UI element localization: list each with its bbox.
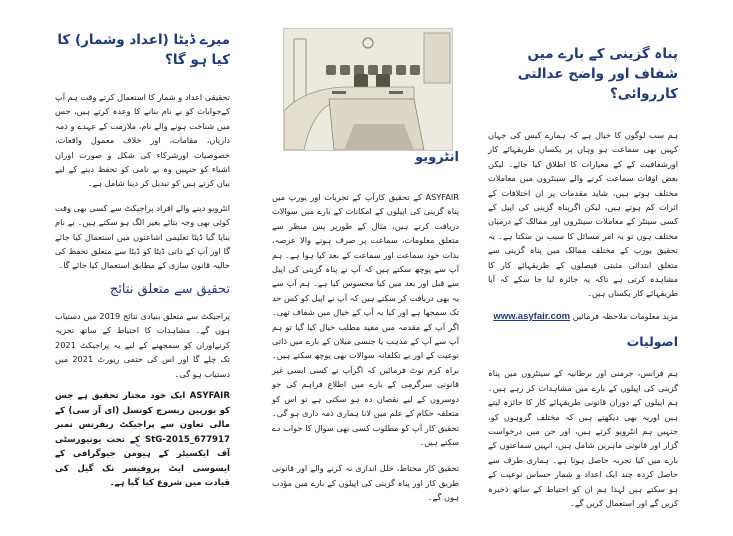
methodology-heading: اصولیات: [626, 334, 678, 350]
spellcheck-word: کے: [129, 434, 140, 445]
intro-paragraph: ہم سب لوگوں کا خیال ہے کہ ہمارے کیس کی جہاں کہیں بھی سماعت ہو وہاں پر یکساں طریقہائے کار اورشفافیت کے کے معیارات کا اطلاق کیا جائے۔ لیکن بعض اوقات سماعت کرنے والے سینٹروں میں معاملات مختلف ہوتے ہیں، شاید مقدمات پر ان اختلافات کے اثرات کم ہوتے ہیں، لیکن اگرپناہ گزینی کی اپیل کے کسی سینٹر کے معاملات سینٹروں اور ممالک کے درمیان مختلف ہوں تو یہ امر مسائل کا سبب بن سکتا ہے۔ یہ تحقیق یورپ کے مختلف ممالک میں پناہ گزینی سے متعلق ابتدائی مثبتی فیصلوں کے طریقہائے کار کا مشاہدہ کرتی ہے تاکہ یہ جائزہ لیا جا سکے کہ آیا طریقہائے کار یکساں ہیں۔: [488, 130, 678, 299]
data-paragraph-2: انٹرویو دینے والے افراد پراجیکٹ سے کسی بھی وقت کوئی بھی وجہ بتائے بغیر الگ ہو سکتے ہیں۔ بے نام بنایا گیا ڈیٹا تعلیمی اشاعتوں میں استعمال کیا جائے گا اور آپ کے ذاتی ڈیٹا کو ڈیٹا سے متعلق تحفظ کی حالیہ قانون سازی کے مطابق استعمال کیا جائے گا۔: [55, 202, 230, 271]
interview-paragraph-2: تحقیق کار محتاط، خلل اندازی نہ کرنے والے اور قانونی طریق کار اور پناہ گزینی کی اپیلوں کے بارے میں مؤدب ہوں گے۔: [272, 463, 459, 503]
website-link[interactable]: www.asyfair.com: [493, 310, 571, 322]
middle-column: [272, 148, 459, 505]
interview-heading: انٹرویو: [415, 150, 459, 165]
more-info-line: [488, 309, 678, 324]
more-info-text: مزید معلومات ملاحظہ فرمائیں: [572, 310, 678, 321]
funding-paragraph: [55, 389, 230, 491]
results-paragraph: پراجیکٹ سے متعلق بنیادی نتائج 2019 میں دستیاب ہوں گے۔ مشاہدات کا احتیاط کے ساتھ تجزیہ کرنےاوران کو سمجھنے کے لیے یہ پراجیکٹ 2021 تک چلے گا اور اس کی حتمی رپورٹ 2021 میں دستیاب ہو گی۔: [55, 310, 230, 379]
data-paragraph-1: تحقیقی اعداد و شمار کا استعمال کرتے وقت ہم آپ کےجوابات کو بے نام بنانے کا وعدہ کرتے ہیں، جس میں شناخت ہونے والے نام، ملازمت کے عہدے و ذمہ داریاں، مقامات، اور خلاف معمول واقعات، خصوصیات اورشرکاء کی شکل و صورت اوران اشیاء کو جنہیں وہ بے نامی کو تحفظ دینے کے لیے بیان کرتے ہیں کو تبدیل کر دینا شامل ہے۔: [55, 92, 230, 189]
left-column: [55, 22, 230, 491]
funding-text-1: ASYFAIR ایک خود مختار تحقیق ہے جس کو یورپین ریسرچ کونسل (ای آر سی) کے مالی تعاون سے پراجیکٹ ریفرنس نمبر StG-2015_677917: [55, 390, 230, 445]
interview-paragraph-1: ASYFAIR کے تحقیق کارآپ کے تجربات اور یورپ میں پناہ گزینی کی اپیلوں کے امکانات کے بارے میں سوالات دریافت کرتے ہیں، مثال کے طورپر پس منظر سے متعلق معلومات، سماعت پر صرف ہونے والا عرصہ، بذات خود سماعت اور سماعت کے بعد کیا ہوا ہے۔ ہم آپ سے پوچھ سکتے ہیں کہ آپ نے پناہ گزینی کی اپیل سے قبل اور بعد میں کیا محسوس کیا ہے۔ ہم آپ سے یہ بھی دریافت کر سکتے ہیں کہ آپ نے اپیل کو کس حد تک سمجھا ہے اور کیا یہ آپ کے خیال میں شفاف تھی۔ اگر آپ کے مقدمہ میں مفید مطلب خیال کیا گیا تو ہم آپ سے آپ کے مذہب یا جنسی میلان کے بارے میں ذاتی نوعیت کے اور بے تکلفانہ سوالات بھی پوچھ سکتے ہیں۔ براہ کرم نوٹ فرمائیں کہ اگرآپ نے کسی ایسی غیر قانونی سرگرمی کے بارے میں اطلاع فراہم کی جو دوسروں کے لیے نقصان دہ ہو سکتی ہے تو اس کو متعلقہ حکام کے علم میں لانا ہماری ذمہ داری ہو گی۔ تحقیق کار آپ کو مطلوب کسی بھی سوال کا جواب دے سکتے ہیں۔: [272, 192, 459, 447]
funding-text-2: تحت یونیورسٹی آف ایکسیٹر کے ہیومن جیوگرافی کے ایسوسی ایٹ پروفیسر نک گیل کی قیادت میں شروع کیا گیا ہے۔: [55, 434, 230, 489]
data-heading: میرے ڈیٹا (اعداد وشمار) کا کیا ہو گا؟: [57, 32, 230, 68]
main-heading: پناہ گزینی کے بارے میں شفاف اور واضح عدالتی کارروائی؟: [517, 46, 678, 102]
courtroom-image: [283, 28, 453, 151]
courtroom-sketch-icon: [284, 29, 452, 150]
right-column: [488, 22, 678, 510]
methodology-paragraph: ہم فرانس، جرمنی اور برطانیہ کے سینٹروں میں پناہ گزینی کی اپیلوں کے بارے میں مشاہدات کر رہے ہیں۔ ہم اپیلوں کے دوران قانونی طریقہائے کار کا جائزہ لیتے ہیں اوریہ بھی دیکھتے ہیں کہ مختلف گروہوں کو، جنہیں ہم انٹرویو کرتے ہیں، اور جن میں درخواست گزار اور قانونی ماہرین شامل ہیں، انہیں سماعتوں کے بارے میں کیا تجربہ حاصل ہوتا ہے۔ ہماری طرف سے حاصل کردہ چند ایک اعداد و شمار حساس نوعیت کے ہو سکتے ہیں لہذا ہم ان کو احتیاط کے ساتھ ذخیرہ کریں گے اور استعمال کریں گے۔: [488, 368, 678, 508]
results-heading: تحقیق سے متعلق نتائج: [109, 281, 230, 297]
